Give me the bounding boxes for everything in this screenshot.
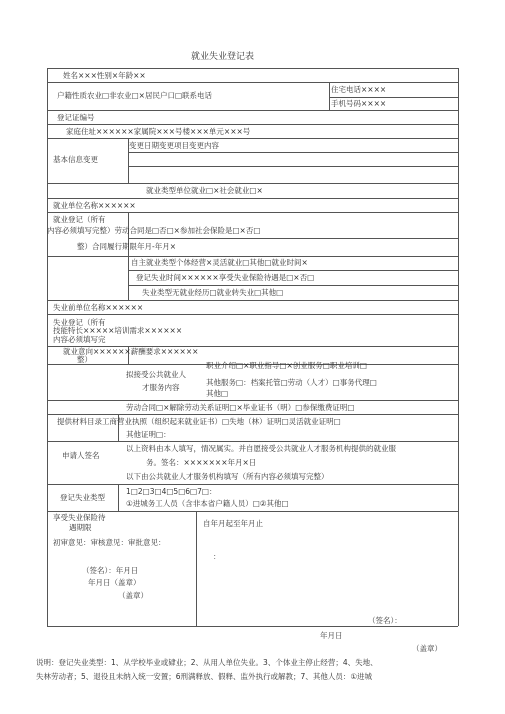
household-phone: 户籍性质农业□非农业□×居民户口□联系电话 (57, 91, 213, 100)
hline (47, 441, 458, 442)
hline (47, 256, 458, 257)
vline (329, 82, 330, 110)
service-label-2: 才服务内容 (142, 383, 180, 392)
skills-training: 技能特长×××××培训需求×××××× (53, 326, 183, 335)
hline (128, 285, 458, 286)
basic-info-change-label: 基本信息变更 (53, 155, 98, 164)
must-fill-note: 内容必须填写完 (53, 335, 106, 344)
insurance-label-1: 享受失业保险待 (53, 513, 106, 522)
date-stamp: 年月日（盖章） (88, 578, 141, 587)
class-options: 1□2□3□4□5□6□7□： (126, 487, 217, 496)
hline (47, 183, 458, 184)
other-services-2: 其他□ (206, 389, 229, 398)
unemployment-type: 失业类型无就业经历□就业转失业□其他□ (142, 288, 284, 297)
reg-cert-no: 登记证编号 (57, 113, 95, 122)
vline-right (458, 68, 459, 626)
name-gender-age: 姓名×××性别×年龄×× (63, 71, 146, 80)
change-header: 变更日期变更项目变更内容 (129, 141, 219, 150)
agency-fill-note: 以下由公共就业人才服务机构填写（所有内容必须填写完整） (126, 472, 329, 481)
employment-reg-contract: 内容必须填写完整）劳动合同是□否□×参加社会保险是□×否□ (47, 226, 261, 235)
hline (128, 238, 458, 239)
stamp-label: （盖章） (118, 591, 148, 600)
insurance-label-2: 遇期限 (69, 523, 92, 532)
home-address: 家庭住址××××××家属院×××号楼×××单元×××号 (66, 127, 251, 136)
employer-name: 就业单位名称×××××× (53, 201, 136, 210)
hline (47, 414, 458, 415)
service-options: 职业介绍□×职业指导□×创业服务□职业培训□ (206, 361, 367, 370)
service-label-1: 拟接受公共就业人 (126, 370, 186, 379)
declaration-2: 务。签名：×××××××年月×日 (146, 458, 257, 467)
hline (47, 484, 458, 485)
hline (47, 314, 458, 315)
hline (47, 124, 458, 125)
hline (128, 270, 458, 271)
hline (47, 300, 458, 301)
insurance-period: 自年月起至年月止 (203, 519, 263, 528)
vline (196, 511, 197, 626)
employment-reg-label: 就业登记（所有 (53, 215, 106, 224)
vline (118, 484, 119, 511)
form-title: 就业失业登记表 (191, 52, 255, 62)
date-bottom: 年月日 (320, 631, 343, 640)
note-line-1: 说明：登记失业类型：1、从学校毕业或肄业；2、从用人单位失业。3、个体业主停止经营；4、失地、 (36, 658, 378, 667)
materials-label: 提供材料目录工商营业执照（组织起来就业证书）□失地（林）证明□灵活就业证明□ (57, 417, 341, 426)
hline (47, 138, 458, 139)
previous-employer: 失业前单位名称×××××× (53, 303, 144, 312)
applicant-signature-label: 申请人签名 (62, 451, 100, 460)
signature-line: （签名）：年月日 (82, 566, 139, 575)
hline (47, 68, 458, 69)
unemployment-time: 登记失业时间××××××享受失业保险待遇是□×否□ (136, 273, 315, 282)
hline (47, 212, 458, 213)
signature-right: （签名）： (368, 616, 402, 625)
materials-list: 劳动合同□×解除劳动关系证明□×毕业证书（明）□参保缴费证明□ (126, 403, 355, 412)
unemployment-class-label: 登记失业类型 (60, 493, 105, 502)
hline (47, 110, 458, 111)
hline (47, 82, 458, 83)
hline (128, 152, 458, 153)
vline-left (47, 68, 48, 626)
hline (47, 626, 458, 627)
other-services: 其他服务□：档案托管□劳动（人才）□事务代理□ (206, 378, 377, 387)
employment-type: 就业类型单位就业□×社会就业□× (146, 186, 263, 195)
class-options-2: ①进城务工人员（含非本省户籍人员）□②其他□ (126, 499, 289, 508)
colon-mark: ： (213, 552, 221, 561)
intent-end: 整） (77, 355, 92, 364)
hline (47, 511, 458, 512)
employment-intent: 就业意向××××××薪酬要求×××××× (63, 347, 199, 356)
other-proof: 其他证明□： (126, 430, 171, 439)
hline (47, 400, 458, 401)
hline (128, 166, 458, 167)
hline (329, 97, 458, 98)
self-employment-type: 自主就业类型个体经营×灵活就业□其他□就业时间× (131, 258, 308, 267)
mobile-phone: 手机号码×××× (331, 99, 387, 108)
stamp-bottom: （盖章） (412, 644, 442, 653)
hline (47, 198, 458, 199)
unemployment-reg-label: 失业登记（所有 (53, 318, 106, 327)
declaration-1: 以上资料由本人填写，情况属实。并自愿接受公共就业人才服务机构提供的就业服 (126, 444, 396, 453)
note-line-2: 失林劳动者；5、退役且未纳入统一安置；6刑满释放、假释、监外执行或解教；7、其他人员：①进城 (36, 672, 373, 681)
contract-period: 整）合同履行期限年月-年月× (77, 242, 176, 251)
home-phone: 住宅电话×××× (331, 85, 387, 94)
review-opinions: 初审意见：审核意见：审批意见： (53, 538, 166, 547)
